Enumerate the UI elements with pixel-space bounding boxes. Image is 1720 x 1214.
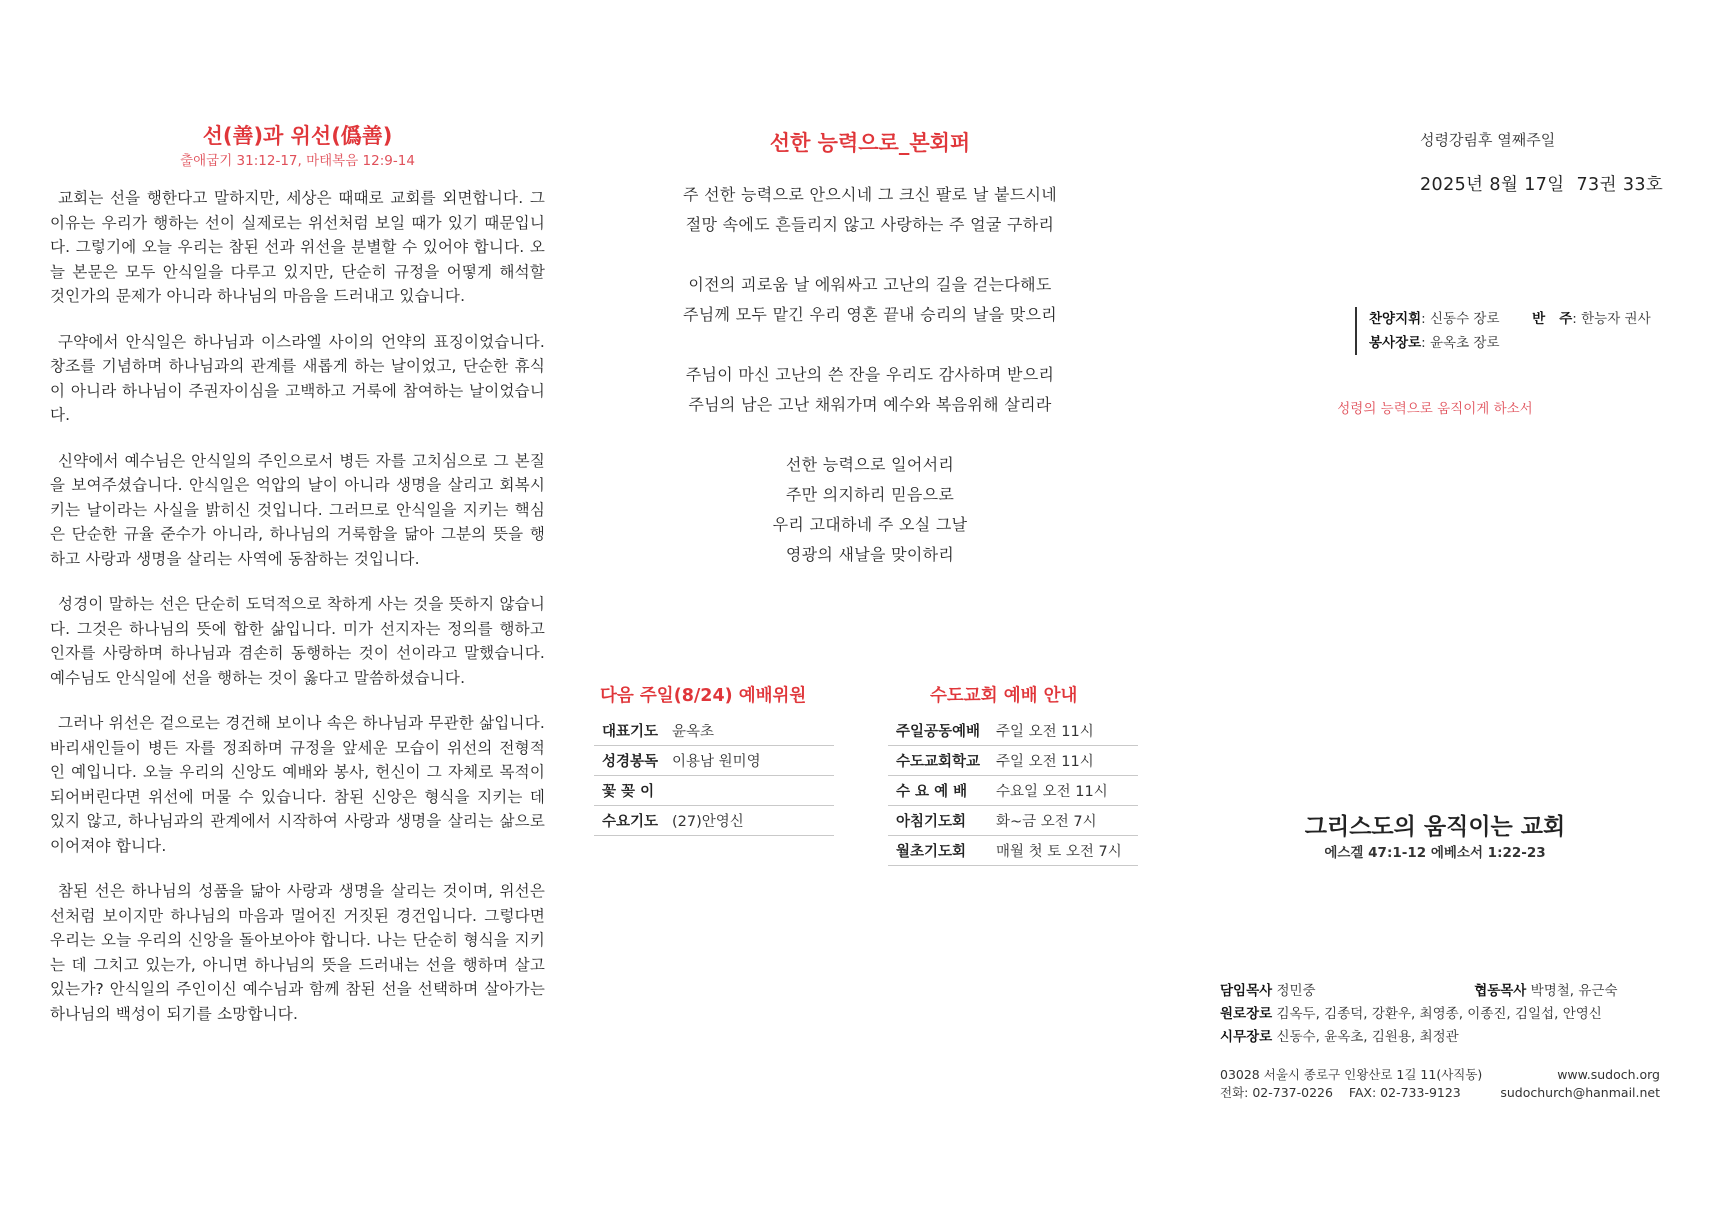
staff-row xyxy=(1220,1026,1618,1049)
service-name: 월초기도회 xyxy=(888,836,996,866)
table-row xyxy=(594,806,834,836)
leader-row: 봉사장로: 윤옥초 장로 xyxy=(1369,335,1500,351)
sermon-paragraph: 성경이 말하는 선은 단순히 도덕적으로 착하게 사는 것을 뜻하지 않습니다. 그것은 하나님의 뜻에 합한 삶입니다. 미가 선지자는 정의를 행하고 인자를 사랑하며 하나님과 겸손히 동행하는 것이 선이라고 말했습니다. 예수님도 안식일에 선을 행하는 것이 옳다고 말씀하셨습니다. xyxy=(50,595,545,687)
sermon-body xyxy=(50,186,545,1047)
role-label: 수요기도 xyxy=(594,806,672,836)
church-name: 그리스도의 움직이는 교회 xyxy=(1304,814,1566,840)
usher-label: 봉사장로 xyxy=(1369,335,1422,351)
hymn-stanza xyxy=(590,450,1150,570)
church-verse: 에스겔 47:1-12 에베소서 1:22-23 xyxy=(1324,845,1546,861)
role-name: (27)안영신 xyxy=(672,806,834,836)
usher-name: 윤옥초 장로 xyxy=(1430,335,1500,351)
role-label: 성경봉독 xyxy=(594,746,672,776)
sermon-paragraph: 교회는 선을 행한다고 말하지만, 세상은 때때로 교회를 외면합니다. 그 이유는 우리가 행하는 선이 실제로는 위선처럼 보일 때가 있기 때문입니다. 그렇기에 오늘 우리는 참된 선과 위선을 분별할 수 있어야 합니다. 오늘 본문은 모두 안식일을 다루고 있지만, 단순히 규정을 어떻게 해석할 것인가의 문제가 아니라 하나님의 마음을 드러내고 있습니다. xyxy=(50,189,545,305)
service-time: 주일 오전 11시 xyxy=(996,716,1138,746)
service-time: 매월 첫 토 오전 7시 xyxy=(996,836,1138,866)
hymn-line: 절망 속에도 흔들리지 않고 사랑하는 주 얼굴 구하리 xyxy=(685,215,1055,234)
table-row xyxy=(594,746,834,776)
hymn-line: 주님의 남은 고난 채워가며 예수와 복음위해 살리라 xyxy=(688,395,1052,414)
phone-fax: 전화: 02-737-0226 FAX: 02-733-9123 xyxy=(1220,1085,1461,1100)
staff-label: 협동목사 xyxy=(1474,983,1527,999)
role-name: 윤옥초 xyxy=(672,716,834,746)
role-label: 대표기도 xyxy=(594,716,672,746)
table-row xyxy=(888,716,1138,746)
sermon-paragraph: 그러나 위선은 겉으로는 경건해 보이나 속은 하나님과 무관한 삶입니다. 바리새인들이 병든 자를 정죄하며 규정을 앞세운 모습이 위선의 전형적인 예입니다. 오늘 우리의 신앙도 예배와 봉사, 헌신이 그 자체로 목적이 되어버린다면 위선에 머물 수 있습니다. 참된 신앙은 형식을 지키는 데 있지 않고, 하나님과의 관계에서 시작하여 사랑과 생명을 살리는 삶으로 이어져야 합니다. xyxy=(50,714,545,855)
hymn-stanza xyxy=(590,180,1150,240)
next-week-table xyxy=(594,716,834,836)
accompanist-label: 반 주 xyxy=(1532,311,1573,327)
hymn-line: 이전의 괴로움 날 에워싸고 고난의 길을 걷는다해도 xyxy=(688,275,1052,294)
sermon-paragraph: 참된 선은 하나님의 성품을 닮아 사랑과 생명을 살리는 것이며, 위선은 선처럼 보이지만 하나님의 마음과 멀어진 거짓된 경건입니다. 그렇다면 우리는 오늘 우리의 신앙을 돌아보아야 합니다. 나는 단순히 형식을 지키는 데 그치고 있는가, 아니면 하나님의 뜻을 드러내는 선을 행하며 살고 있는가? 안식일의 주인이신 예수님과 함께 참된 선을 선택하며 살아가는 하나님의 백성이 되기를 소망합니다. xyxy=(50,882,545,1023)
contact-row xyxy=(1220,1066,1660,1084)
staff-names: 박명철, 유근숙 xyxy=(1530,983,1618,999)
hymn-line: 우리 고대하네 주 오실 그날 xyxy=(772,515,968,534)
service-time: 주일 오전 11시 xyxy=(996,746,1138,776)
address: 03028 서울시 종로구 인왕산로 1길 11(사직동) xyxy=(1220,1067,1483,1082)
leader-row: 찬양지휘: 신동수 장로 반 주: 한능자 권사 xyxy=(1369,311,1651,327)
table-row xyxy=(888,776,1138,806)
church-staff xyxy=(1220,980,1618,1049)
sermon-paragraph: 신약에서 예수님은 안식일의 주인으로서 병든 자를 고치심으로 그 본질을 보여주셨습니다. 안식일은 억압의 날이 아니라 생명을 살리고 회복시키는 날이라는 사실을 밝히신 것입니다. 그러므로 안식일을 지키는 핵심은 단순한 규율 준수가 아니라, 하나님의 거룩함을 닮아 그분의 뜻을 행하고 사랑과 생명을 살리는 사역에 동참하는 것입니다. xyxy=(50,451,545,568)
church-motto: 성령의 능력으로 움직이게 하소서 xyxy=(1337,401,1533,417)
staff-row xyxy=(1220,1003,1618,1026)
hymn-line: 주님께 모두 맡긴 우리 영혼 끝내 승리의 날을 맞으리 xyxy=(683,305,1057,324)
schedule-table xyxy=(888,716,1138,866)
table-row xyxy=(888,836,1138,866)
staff-names: 김옥두, 김종덕, 강환우, 최영종, 이종진, 김일섭, 안영신 xyxy=(1276,1006,1602,1022)
table-row xyxy=(594,776,834,806)
sermon-reference: 출애굽기 31:12-17, 마태복음 12:9-14 xyxy=(180,153,415,169)
staff-names: 신동수, 윤옥초, 김원용, 최정관 xyxy=(1276,1029,1459,1045)
hymn-line: 주님이 마신 고난의 쓴 잔을 우리도 감사하며 받으리 xyxy=(685,365,1055,384)
liturgical-season: 성령강림후 열째주일 xyxy=(1420,131,1556,149)
service-time: 화~금 오전 7시 xyxy=(996,806,1138,836)
accompanist-name: 한능자 권사 xyxy=(1581,311,1651,327)
service-name: 아침기도회 xyxy=(888,806,996,836)
table-row xyxy=(888,806,1138,836)
service-name: 수도교회학교 xyxy=(888,746,996,776)
hymn-lyrics xyxy=(590,180,1150,600)
hymn-stanza xyxy=(590,360,1150,420)
sermon-title: 선(善)과 위선(僞善) xyxy=(202,124,393,148)
website-link[interactable]: www.sudoch.org xyxy=(1557,1067,1660,1082)
hymn-line: 주만 의지하리 믿음으로 xyxy=(785,485,955,504)
role-label: 꽃 꽂 이 xyxy=(594,776,672,806)
bulletin-date: 2025년 8월 17일 73권 33호 xyxy=(1420,175,1664,195)
staff-row xyxy=(1220,980,1618,1003)
staff-label: 시무장로 xyxy=(1220,1029,1273,1045)
role-name xyxy=(672,776,834,806)
staff-label: 담임목사 xyxy=(1220,983,1273,999)
hymn-line: 선한 능력으로 일어서리 xyxy=(785,455,955,474)
contact-row xyxy=(1220,1084,1660,1102)
schedule-title: 수도교회 예배 안내 xyxy=(930,686,1078,706)
email-link[interactable]: sudochurch@hanmail.net xyxy=(1500,1085,1660,1100)
choir-label: 찬양지휘 xyxy=(1369,311,1422,327)
contact-info xyxy=(1220,1066,1660,1102)
next-week-title: 다음 주일(8/24) 예배위원 xyxy=(600,686,807,706)
table-row xyxy=(594,716,834,746)
table-row xyxy=(888,746,1138,776)
hymn-title: 선한 능력으로_본회퍼 xyxy=(769,131,971,155)
choir-name: 신동수 장로 xyxy=(1430,311,1500,327)
hymn-stanza xyxy=(590,270,1150,330)
service-name: 수 요 예 배 xyxy=(888,776,996,806)
sermon-paragraph: 구약에서 안식일은 하나님과 이스라엘 사이의 언약의 표징이었습니다. 창조를 기념하며 하나님과의 관계를 새롭게 하는 날이었고, 단순한 휴식이 아니라 하나님이 주권자이심을 고백하고 거룩에 참여하는 날이었습니다. xyxy=(50,332,545,424)
service-leaders xyxy=(1355,307,1651,355)
role-name: 이용남 원미영 xyxy=(672,746,834,776)
hymn-line: 영광의 새날을 맞이하리 xyxy=(785,545,955,564)
service-name: 주일공동예배 xyxy=(888,716,996,746)
service-time: 수요일 오전 11시 xyxy=(996,776,1138,806)
staff-label: 원로장로 xyxy=(1220,1006,1273,1022)
hymn-line: 주 선한 능력으로 안으시네 그 크신 팔로 날 붙드시네 xyxy=(683,185,1057,204)
staff-names: 정민중 xyxy=(1276,983,1316,999)
